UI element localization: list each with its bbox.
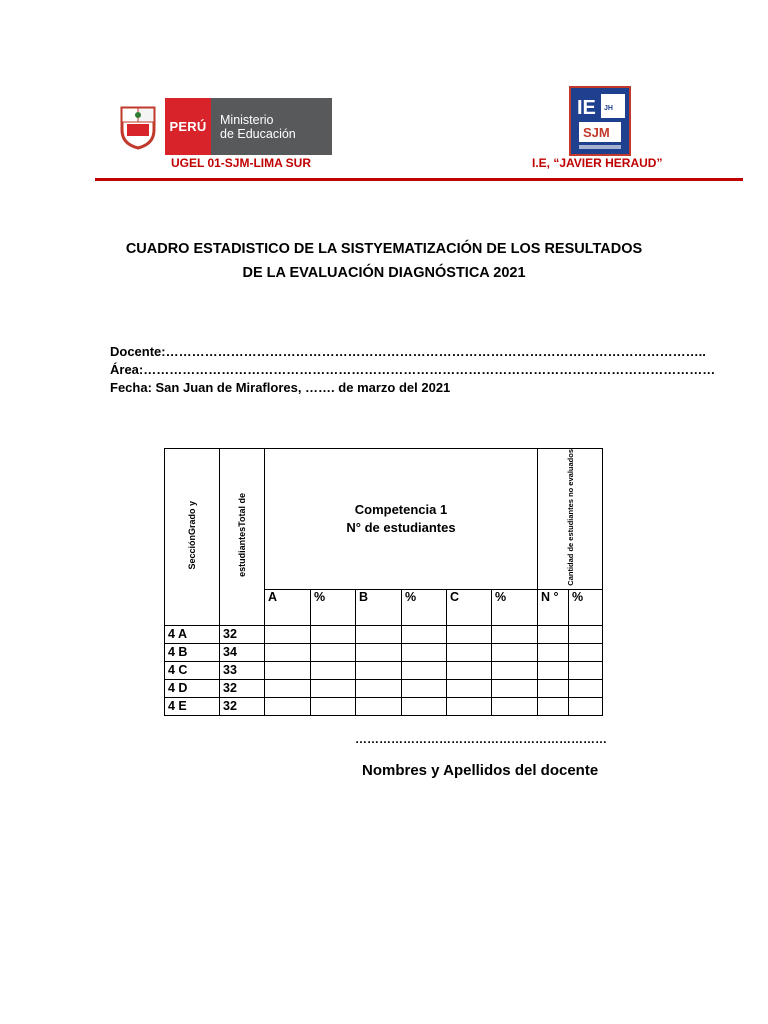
empty-cell[interactable] — [538, 643, 569, 661]
total-cell: 32 — [220, 697, 265, 715]
empty-cell[interactable] — [447, 625, 492, 643]
empty-cell[interactable] — [569, 625, 603, 643]
empty-cell[interactable] — [265, 643, 311, 661]
competencia-label: Competencia 1 — [354, 501, 448, 517]
table-row — [165, 661, 603, 679]
peru-label: PERÚ — [165, 98, 211, 155]
title-line-2: DE LA EVALUACIÓN DIAGNÓSTICA 2021 — [242, 265, 526, 281]
header-divider — [95, 178, 743, 181]
empty-cell[interactable] — [569, 679, 603, 697]
total-cell: 32 — [220, 625, 265, 643]
section-cell: 4 D — [165, 679, 220, 697]
level-header: % — [492, 589, 538, 625]
empty-cell[interactable] — [492, 697, 538, 715]
empty-cell[interactable] — [569, 697, 603, 715]
empty-cell[interactable] — [265, 661, 311, 679]
empty-cell[interactable] — [538, 661, 569, 679]
empty-cell[interactable] — [447, 643, 492, 661]
level-header: % — [402, 589, 447, 625]
empty-cell[interactable] — [311, 643, 356, 661]
title-line-1: CUADRO ESTADISTICO DE LA SISTYEMATIZACIÓN DE LOS RESULTADOS — [125, 241, 643, 257]
empty-cell[interactable] — [311, 697, 356, 715]
svg-text:SJM: SJM — [583, 125, 610, 140]
header-competencia — [265, 449, 538, 590]
table-row — [165, 679, 603, 697]
empty-cell[interactable] — [447, 661, 492, 679]
level-header: B — [356, 589, 402, 625]
document-title — [80, 237, 688, 285]
level-header: % — [311, 589, 356, 625]
signature-line: ……………………………………………………… — [355, 732, 607, 746]
empty-cell[interactable] — [402, 679, 447, 697]
docente-line: Docente:…………………………………………………………………………………………………………….. — [110, 344, 706, 359]
level-header: C — [447, 589, 492, 625]
empty-cell[interactable] — [265, 625, 311, 643]
ministry-logo — [110, 98, 332, 155]
table-row — [165, 625, 603, 643]
ministry-label — [211, 98, 332, 155]
empty-cell[interactable] — [538, 625, 569, 643]
total-cell: 33 — [220, 661, 265, 679]
level-header: % — [569, 589, 603, 625]
fecha-line: Fecha: San Juan de Miraflores, ……. de marzo del 2021 — [110, 380, 451, 395]
header-grade-section: SecciónGrado y — [165, 449, 220, 626]
peru-shield-icon — [110, 98, 165, 155]
empty-cell[interactable] — [402, 625, 447, 643]
empty-cell[interactable] — [492, 679, 538, 697]
level-header: A — [265, 589, 311, 625]
empty-cell[interactable] — [402, 661, 447, 679]
empty-cell[interactable] — [492, 643, 538, 661]
empty-cell[interactable] — [538, 697, 569, 715]
empty-cell[interactable] — [402, 697, 447, 715]
level-header: N ° — [538, 589, 569, 625]
section-cell: 4 B — [165, 643, 220, 661]
empty-cell[interactable] — [356, 697, 402, 715]
empty-cell[interactable] — [402, 643, 447, 661]
area-line: Área:…………………………………………………………………………………………………………………… — [110, 362, 716, 377]
results-table — [164, 448, 603, 716]
section-cell: 4 A — [165, 625, 220, 643]
students-count-label: N° de estudiantes — [346, 519, 456, 535]
empty-cell[interactable] — [356, 625, 402, 643]
empty-cell[interactable] — [311, 625, 356, 643]
school-name: I.E, “JAVIER HERAUD” — [532, 156, 663, 170]
section-cell: 4 C — [165, 661, 220, 679]
total-cell: 34 — [220, 643, 265, 661]
empty-cell[interactable] — [265, 697, 311, 715]
svg-text:JH: JH — [604, 105, 613, 112]
table-row — [165, 697, 603, 715]
empty-cell[interactable] — [265, 679, 311, 697]
signature-label: Nombres y Apellidos del docente — [362, 762, 599, 779]
empty-cell[interactable] — [447, 679, 492, 697]
empty-cell[interactable] — [356, 661, 402, 679]
empty-cell[interactable] — [311, 679, 356, 697]
ugel-label: UGEL 01-SJM-LIMA SUR — [171, 156, 312, 170]
header-total-students: estudiantesTotal de — [220, 449, 265, 626]
empty-cell[interactable] — [569, 661, 603, 679]
total-cell: 32 — [220, 679, 265, 697]
empty-cell[interactable] — [492, 661, 538, 679]
empty-cell[interactable] — [311, 661, 356, 679]
table-row — [165, 643, 603, 661]
empty-cell[interactable] — [447, 697, 492, 715]
empty-cell[interactable] — [356, 643, 402, 661]
empty-cell[interactable] — [356, 679, 402, 697]
svg-text:IE: IE — [577, 97, 596, 119]
empty-cell[interactable] — [569, 643, 603, 661]
section-cell: 4 E — [165, 697, 220, 715]
ministry-line1: Ministerio — [220, 112, 274, 127]
empty-cell[interactable] — [492, 625, 538, 643]
header-not-evaluated: Cantidad de estudiantes no evaluados — [538, 449, 603, 590]
school-logo — [569, 86, 631, 156]
ministry-line2: de Educación — [220, 126, 296, 141]
empty-cell[interactable] — [538, 679, 569, 697]
